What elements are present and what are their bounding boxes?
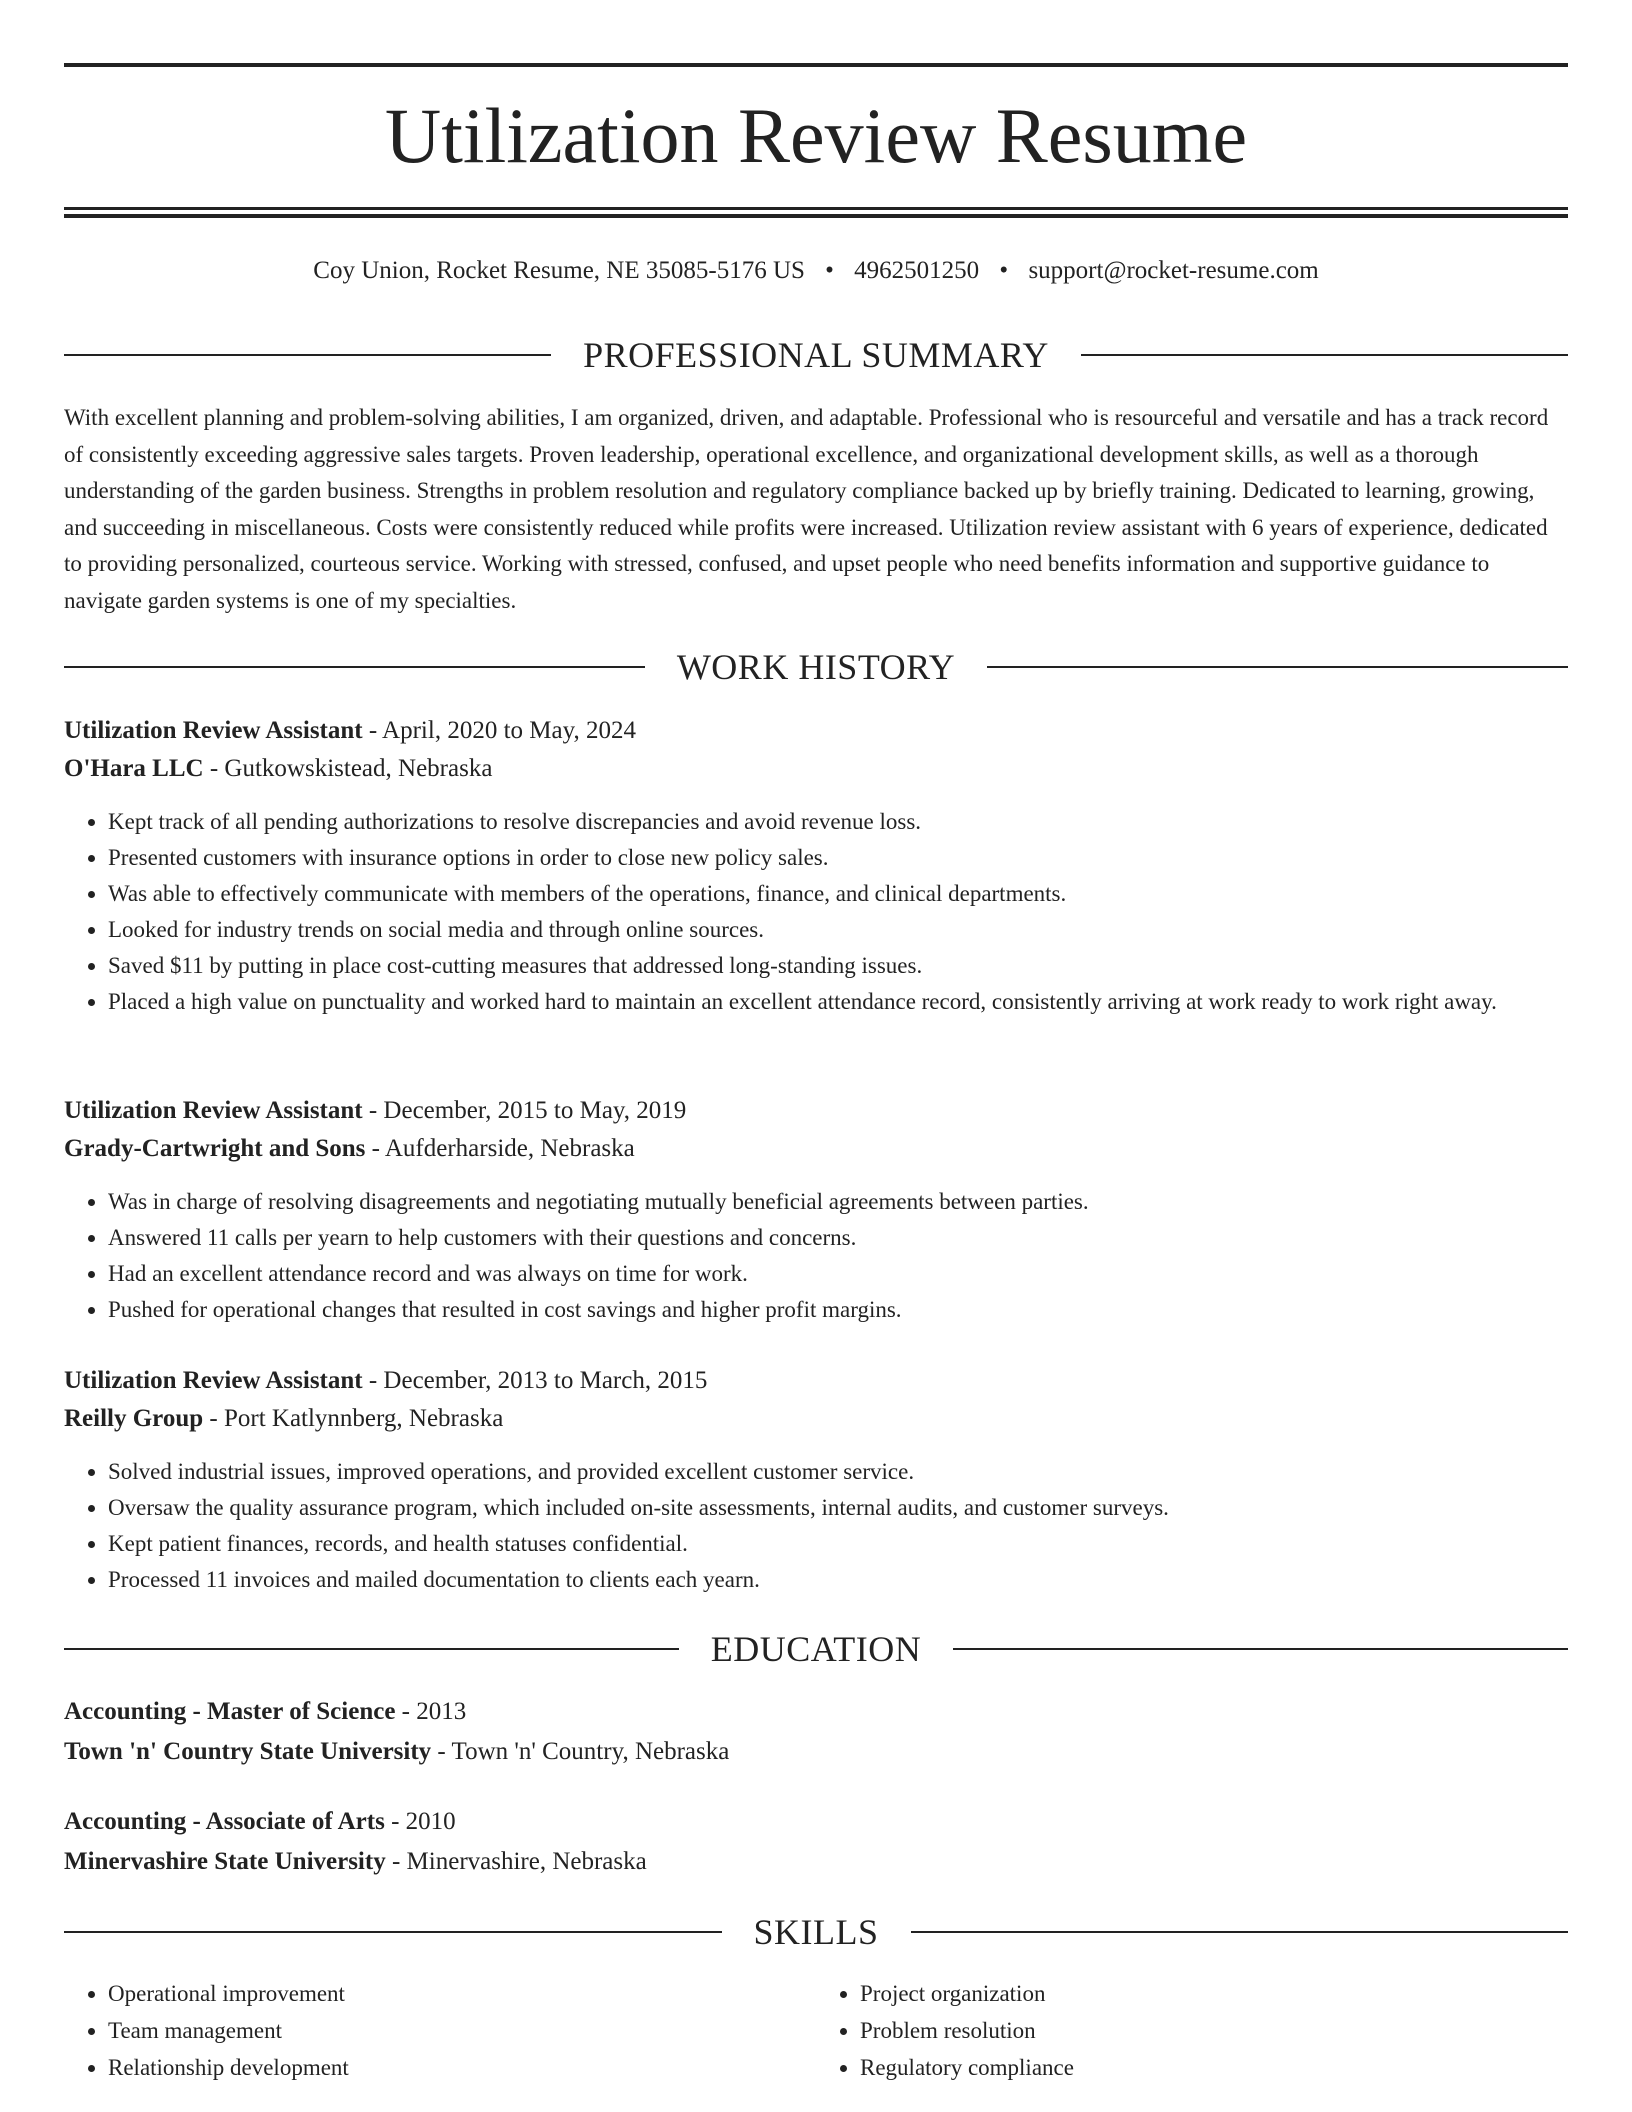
top-rule bbox=[64, 63, 1568, 67]
job-bullet: • Kept patient finances, records, and health statuses confidential. bbox=[108, 1526, 1568, 1562]
section-title: EDUCATION bbox=[710, 1629, 922, 1669]
heading-rule bbox=[64, 666, 645, 668]
job-bullet: • Kept track of all pending authorizations to resolve discrepancies and avoid revenue loss. bbox=[108, 804, 1568, 840]
contact-address: Coy Union, Rocket Resume, NE 35085-5176 US bbox=[313, 257, 805, 284]
education-degree: Accounting - Associate of Arts bbox=[64, 1808, 385, 1835]
contact-email: support@rocket-resume.com bbox=[1028, 257, 1319, 284]
job-bullet: • Looked for industry trends on social media and through online sources. bbox=[108, 912, 1568, 948]
skill-item: • Regulatory compliance bbox=[860, 2049, 1568, 2086]
job-bullet: • Placed a high value on punctuality and worked hard to maintain an excellent attendance record, consistently arriving at work ready to work right away. bbox=[108, 984, 1568, 1020]
job-bullet: • Oversaw the quality assurance program, which included on-site assessments, internal audits, and customer surveys. bbox=[108, 1490, 1568, 1526]
section-heading-education bbox=[64, 1627, 1568, 1671]
education-degree: Accounting - Master of Science bbox=[64, 1698, 396, 1725]
job-title: Utilization Review Assistant bbox=[64, 717, 363, 744]
contact-line bbox=[64, 255, 1568, 287]
job-title: Utilization Review Assistant bbox=[64, 1367, 363, 1394]
section-heading-work-history bbox=[64, 645, 1568, 689]
education-year: - 2010 bbox=[384, 1808, 456, 1835]
job-dates: - December, 2015 to May, 2019 bbox=[362, 1097, 687, 1124]
education-school: Town 'n' Country State University bbox=[64, 1738, 432, 1765]
section-title: SKILLS bbox=[753, 1912, 879, 1952]
job-entry bbox=[64, 712, 1568, 1020]
heading-rule bbox=[64, 354, 551, 356]
job-company-line bbox=[64, 1400, 1568, 1438]
education-school-line bbox=[64, 1732, 1568, 1772]
skill-item: • Relationship development bbox=[108, 2049, 816, 2086]
job-entry bbox=[64, 1362, 1568, 1598]
job-title-line bbox=[64, 1362, 1568, 1400]
heading-rule bbox=[64, 1931, 722, 1933]
skill-item: • Team management bbox=[108, 2012, 816, 2049]
job-entry bbox=[64, 1092, 1568, 1328]
job-bullets bbox=[64, 804, 1568, 1020]
job-bullet: • Had an excellent attendance record and was always on time for work. bbox=[108, 1256, 1568, 1292]
education-degree-line bbox=[64, 1802, 1568, 1842]
heading-rule bbox=[911, 1931, 1569, 1933]
job-bullet: • Processed 11 invoices and mailed documentation to clients each yearn. bbox=[108, 1562, 1568, 1598]
summary-text: With excellent planning and problem-solving abilities, I am organized, driven, and adaptable. Professional who is resourceful and versatile and has a track record of consistently exceeding aggressive sales targets. Proven leadership, operational excellence, and organizational development skills, as well as a thorough understanding of the garden business. Strengths in problem resolution and regulatory compliance backed up by briefly training. Dedicated to learning, growing, and succeeding in miscellaneous. Costs were consistently reduced while profits were increased. Utilization review assistant with 6 years of experience, dedicated to providing personalized, courteous service. Working with stressed, confused, and upset people who need benefits information and supportive guidance to navigate garden systems is one of my specialties. bbox=[64, 405, 1549, 613]
education-location: - Town 'n' Country, Nebraska bbox=[431, 1738, 730, 1765]
job-bullet: • Pushed for operational changes that resulted in cost savings and higher profit margins. bbox=[108, 1292, 1568, 1328]
job-location: - Gutkowskistead, Nebraska bbox=[203, 755, 493, 782]
heading-rule bbox=[1081, 354, 1568, 356]
skill-item: • Operational improvement bbox=[108, 1975, 816, 2012]
job-dates: - April, 2020 to May, 2024 bbox=[362, 717, 636, 744]
education-school-line bbox=[64, 1842, 1568, 1882]
job-company-line bbox=[64, 750, 1568, 788]
job-title-line bbox=[64, 1092, 1568, 1130]
education-school: Minervashire State University bbox=[64, 1848, 386, 1875]
resume-title: Utilization Review Resume bbox=[384, 92, 1248, 179]
contact-phone: 4962501250 bbox=[854, 257, 980, 284]
job-title-line bbox=[64, 712, 1568, 750]
title-double-rule bbox=[64, 207, 1568, 218]
skills-list bbox=[64, 1975, 1568, 2086]
education-location: - Minervashire, Nebraska bbox=[385, 1848, 647, 1875]
job-bullet: • Answered 11 calls per yearn to help customers with their questions and concerns. bbox=[108, 1220, 1568, 1256]
job-title: Utilization Review Assistant bbox=[64, 1097, 363, 1124]
skills-column-right bbox=[816, 1975, 1568, 2086]
job-bullets bbox=[64, 1184, 1568, 1328]
job-bullet: • Presented customers with insurance options in order to close new policy sales. bbox=[108, 840, 1568, 876]
section-title: WORK HISTORY bbox=[676, 647, 956, 687]
job-company-line bbox=[64, 1130, 1568, 1168]
job-bullet: • Saved $11 by putting in place cost-cutting measures that addressed long-standing issues. bbox=[108, 948, 1568, 984]
skill-item: • Problem resolution bbox=[860, 2012, 1568, 2049]
contact-separator: • bbox=[999, 257, 1009, 284]
heading-rule bbox=[953, 1648, 1568, 1650]
job-company: Reilly Group bbox=[64, 1405, 204, 1432]
section-heading-summary bbox=[64, 333, 1568, 377]
skill-item: • Project organization bbox=[860, 1975, 1568, 2012]
job-bullet: • Was in charge of resolving disagreements and negotiating mutually beneficial agreements between parties. bbox=[108, 1184, 1568, 1220]
skills-column-left bbox=[64, 1975, 816, 2086]
job-bullet: • Was able to effectively communicate with members of the operations, finance, and clinical departments. bbox=[108, 876, 1568, 912]
job-company: Grady-Cartwright and Sons bbox=[64, 1135, 366, 1162]
job-location: - Port Katlynnberg, Nebraska bbox=[203, 1405, 504, 1432]
education-degree-line bbox=[64, 1692, 1568, 1732]
section-title: PROFESSIONAL SUMMARY bbox=[583, 335, 1049, 375]
job-bullets bbox=[64, 1454, 1568, 1598]
section-heading-skills bbox=[64, 1910, 1568, 1954]
contact-separator: • bbox=[825, 257, 834, 284]
job-location: - Aufderharside, Nebraska bbox=[365, 1135, 635, 1162]
education-year: - 2013 bbox=[395, 1698, 467, 1725]
job-company: O'Hara LLC bbox=[64, 755, 204, 782]
job-dates: - December, 2013 to March, 2015 bbox=[362, 1367, 708, 1394]
job-bullet: • Solved industrial issues, improved operations, and provided excellent customer service. bbox=[108, 1454, 1568, 1490]
education-entry bbox=[64, 1802, 1568, 1882]
education-entry bbox=[64, 1692, 1568, 1772]
heading-rule bbox=[64, 1648, 679, 1650]
heading-rule bbox=[987, 666, 1568, 668]
